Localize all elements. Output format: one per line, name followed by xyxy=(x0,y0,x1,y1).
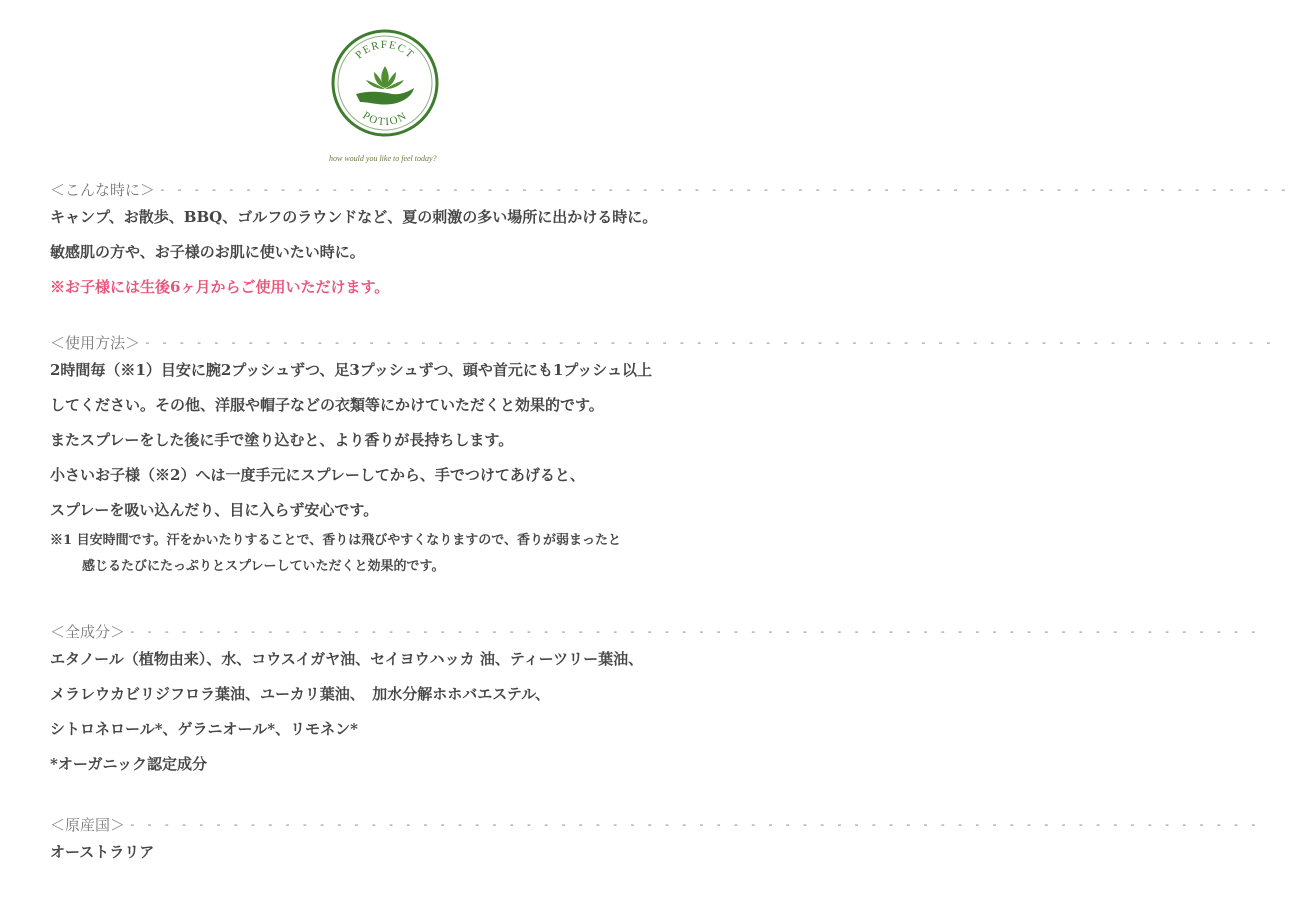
section-heading xyxy=(50,178,1289,200)
heading-origin: ＜原産国＞ xyxy=(50,815,126,834)
lotus-icon xyxy=(366,66,404,89)
section-heading xyxy=(50,331,1274,353)
text-line: スプレーを吸い込んだり、目に入らず安心です。 xyxy=(50,501,379,519)
text-line: 2時間毎（※1）目安に腕2プッシュずつ、足3プッシュずつ、頭や首元にも1プッシュ以上 xyxy=(50,361,652,379)
heading-ingredients: ＜全成分＞ xyxy=(50,622,126,641)
section-when xyxy=(50,178,1289,305)
text-line: メラレウカビリジフロラ葉油、ユーカリ葉油、 加水分解ホホバエステル、 xyxy=(50,685,550,703)
hand-icon xyxy=(356,88,414,105)
section-ingredients xyxy=(50,620,1259,782)
text-line: キャンプ、お散歩、BBQ、ゴルフのラウンドなど、夏の刺激の多い場所に出かける時に。 xyxy=(50,208,658,226)
svg-text:POTION xyxy=(360,110,409,129)
section-heading xyxy=(50,620,1259,642)
text-line: エタノール（植物由来）、水、コウスイガヤ油、セイヨウハッカ 油、ティーツリー葉油、 xyxy=(50,650,644,668)
logo-text-bottom: POTION xyxy=(360,109,410,129)
section-origin xyxy=(50,813,1259,870)
heading-divider: - - - - - - - - - - - - - - - - - - - - - - - - - - - - - - - - - - - - - - - - - - - - - - - - - - - - - - - - - - - - - - - - - - xyxy=(144,335,1274,349)
heading-divider: - - - - - - - - - - - - - - - - - - - - - - - - - - - - - - - - - - - - - - - - - - - - - - - - - - - - - - - - - - - - - - - - - - xyxy=(129,817,1259,831)
heading-divider: - - - - - - - - - - - - - - - - - - - - - - - - - - - - - - - - - - - - - - - - - - - - - - - - - - - - - - - - - - - - - - - - - - xyxy=(159,182,1289,196)
footnote-continued: 感じるたびにたっぷりとスプレーしていただくと効果的です。 xyxy=(82,559,445,574)
logo-tagline: how would you like to feel today? xyxy=(329,154,437,163)
text-line: してください。その他、洋服や帽子などの衣類等にかけていただくと効果的です。 xyxy=(50,396,604,414)
section-usage xyxy=(50,331,1274,580)
text-line: 小さいお子様（※2）へは一度手元にスプレーしてから、手でつけてあげると、 xyxy=(50,466,585,484)
warning-line: ※お子様には生後6ヶ月からご使用いただけます。 xyxy=(50,278,390,296)
footnote: ※1 目安時間です。汗をかいたりすることで、香りは飛びやすくなりますので、香りが弱まったと xyxy=(50,533,622,548)
text-line: 敏感肌の方や、お子様のお肌に使いたい時に。 xyxy=(50,243,365,261)
svg-text:PERFECT xyxy=(353,39,416,61)
origin-value: オーストラリア xyxy=(50,843,155,861)
heading-when: ＜こんな時に＞ xyxy=(50,180,156,199)
heading-usage: ＜使用方法＞ xyxy=(50,333,141,352)
logo-text-top: PERFECT xyxy=(353,38,417,62)
text-line: シトロネロール*、ゲラニオール*、リモネン* xyxy=(50,720,358,738)
heading-divider: - - - - - - - - - - - - - - - - - - - - - - - - - - - - - - - - - - - - - - - - - - - - - - - - - - - - - - - - - - - - - - - - - - xyxy=(129,624,1259,638)
text-line: またスプレーをした後に手で塗り込むと、より香りが長持ちします。 xyxy=(50,431,514,449)
perfect-potion-logo xyxy=(330,28,440,138)
text-line: *オーガニック認定成分 xyxy=(50,755,207,773)
section-heading xyxy=(50,813,1259,835)
